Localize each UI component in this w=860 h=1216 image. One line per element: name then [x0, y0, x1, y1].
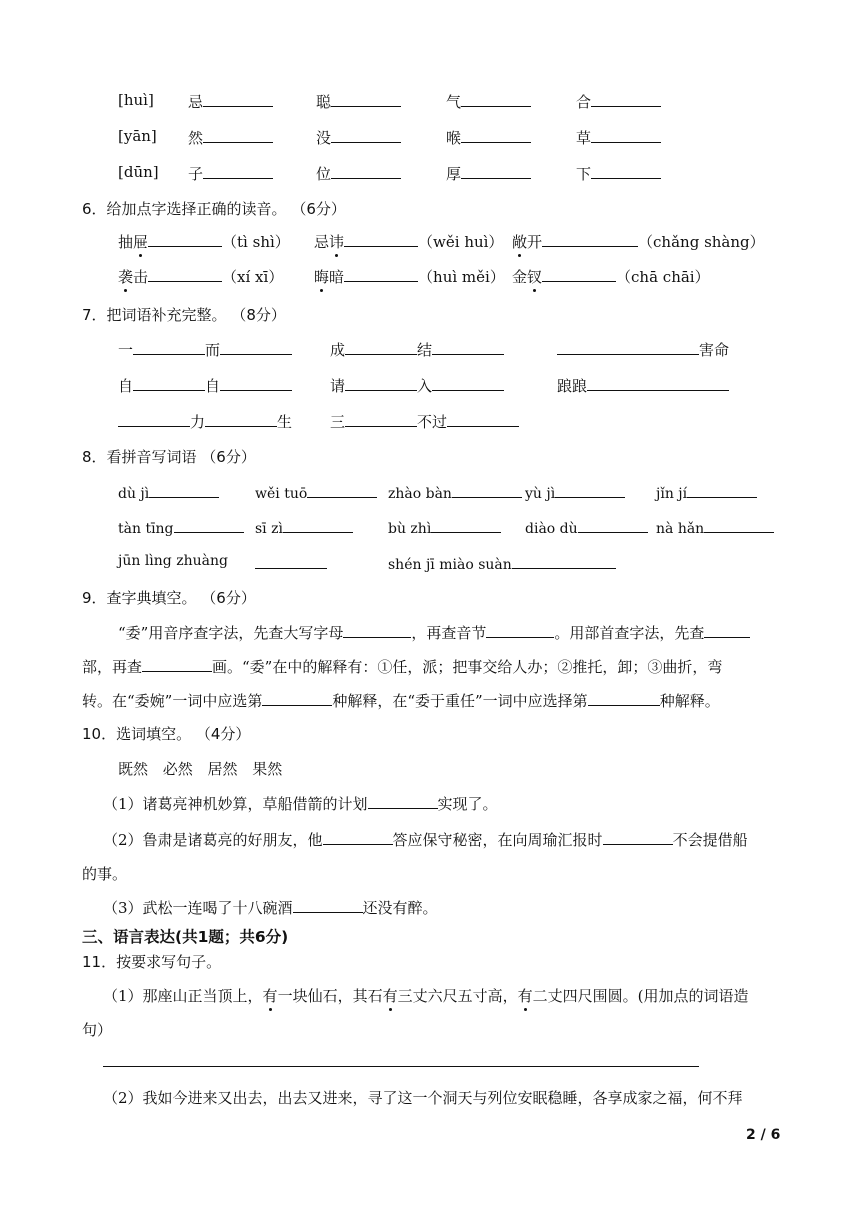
answer-blank[interactable] — [220, 375, 292, 391]
answer-blank[interactable] — [203, 91, 273, 107]
text: 还没有醉。 — [362, 899, 438, 917]
answer-blank[interactable] — [205, 411, 277, 427]
answer-blank[interactable] — [461, 127, 531, 143]
text: 答应保守秘密，在向周瑜汇报时 — [392, 831, 603, 849]
answer-blank[interactable] — [118, 411, 190, 427]
answer-blank[interactable] — [142, 656, 212, 672]
char: 草 — [576, 129, 592, 147]
char: 子 — [188, 165, 204, 183]
answer-blank[interactable] — [262, 690, 332, 706]
answer-blank[interactable] — [555, 482, 625, 498]
q9-title: 9．查字典填空。 （6分） — [82, 589, 256, 607]
text: （1）那座山正当顶上， — [103, 987, 263, 1005]
char: 喉 — [446, 129, 462, 147]
q10-sentence-1 — [103, 793, 498, 814]
char: 忌 — [188, 93, 204, 111]
answer-blank[interactable] — [542, 266, 616, 282]
answer-blank[interactable] — [345, 339, 417, 355]
pinyin: dù jì — [118, 486, 150, 502]
char: 厚 — [446, 165, 462, 183]
word-part: 力 — [190, 413, 206, 431]
text: ，再查音节 — [411, 624, 487, 642]
q9-para-line-1 — [118, 622, 750, 643]
q9-para-line-3 — [82, 690, 720, 711]
text: 三丈六尺五寸高， — [397, 987, 518, 1005]
answer-blank[interactable] — [512, 553, 616, 569]
answer-blank[interactable] — [344, 231, 418, 247]
char: 位 — [316, 165, 332, 183]
answer-line[interactable] — [103, 1066, 699, 1067]
q10-sentence-3 — [103, 897, 438, 918]
word-part: 踉踉 — [557, 377, 588, 395]
pinyin-label: [huì] — [118, 91, 154, 109]
answer-blank[interactable] — [331, 127, 401, 143]
dotted-char: 有 — [262, 987, 278, 1005]
answer-blank[interactable] — [591, 163, 661, 179]
answer-blank[interactable] — [148, 266, 222, 282]
pinyin-label: [yān] — [118, 127, 157, 145]
answer-blank[interactable] — [344, 266, 418, 282]
q11-sentence-2: （2）我如今进来又出去，出去又进来，寻了这一个洞天与列位安眠稳睡，各享成家之福，何不拜 — [103, 1089, 743, 1107]
answer-blank[interactable] — [461, 91, 531, 107]
answer-blank[interactable] — [704, 517, 774, 533]
q7-title: 7．把词语补充完整。 （8分） — [82, 306, 286, 324]
dotted-char: 钗 — [527, 268, 543, 286]
answer-blank[interactable] — [255, 553, 327, 569]
answer-blank[interactable] — [220, 339, 292, 355]
answer-blank[interactable] — [704, 622, 750, 638]
text: 。用部首查字法，先查 — [554, 624, 705, 642]
word-part: 抽 — [118, 233, 134, 251]
text: 种解释。 — [659, 692, 720, 710]
pinyin: sī zì — [255, 521, 283, 537]
char: 气 — [446, 93, 462, 111]
answer-blank[interactable] — [345, 411, 417, 427]
dotted-char: 晦 — [314, 268, 330, 286]
dotted-char: 有 — [517, 987, 533, 1005]
answer-blank[interactable] — [148, 231, 222, 247]
answer-blank[interactable] — [174, 517, 244, 533]
answer-blank[interactable] — [452, 482, 522, 498]
dotted-char: 袭 — [118, 268, 134, 286]
word-part: 请 — [330, 377, 346, 395]
text: 部，再查 — [82, 658, 143, 676]
pinyin-options: （chǎng shàng） — [638, 233, 765, 251]
word-part: 一 — [118, 341, 134, 359]
pinyin: bù zhì — [388, 521, 432, 537]
pinyin: jǐn jí — [656, 486, 688, 502]
text: 种解释，在“委于重任”一词中应选择第 — [332, 692, 588, 710]
answer-blank[interactable] — [307, 482, 377, 498]
section-heading: 三、语言表达(共1题；共6分) — [82, 928, 289, 946]
word-part: 三 — [330, 413, 346, 431]
word-part: 害命 — [699, 341, 730, 359]
answer-blank[interactable] — [432, 339, 504, 355]
pinyin: shén jī miào suàn — [388, 557, 512, 573]
text: （1）诸葛亮神机妙算，草船借箭的计划 — [103, 795, 368, 813]
q11-sentence-1-cont: 句） — [82, 1021, 113, 1039]
pinyin: tàn tīng — [118, 521, 174, 537]
answer-blank[interactable] — [203, 163, 273, 179]
pinyin-options: （xí xī） — [222, 268, 284, 286]
q6-title: 6．给加点字选择正确的读音。 （6分） — [82, 200, 346, 218]
char: 下 — [576, 165, 592, 183]
answer-blank[interactable] — [368, 793, 438, 809]
dotted-char: 有 — [382, 987, 398, 1005]
answer-blank[interactable] — [687, 482, 757, 498]
answer-blank[interactable] — [486, 622, 554, 638]
q11-sentence-1 — [103, 985, 748, 1006]
answer-blank[interactable] — [542, 231, 638, 247]
word-part: 而 — [205, 341, 221, 359]
pinyin-options: （wěi huì） — [418, 233, 504, 251]
char: 聪 — [316, 93, 332, 111]
answer-blank[interactable] — [331, 91, 401, 107]
word-part: 自 — [205, 377, 221, 395]
text: （3）武松一连喝了十八碗酒 — [103, 899, 293, 917]
word-part: 金 — [512, 268, 528, 286]
q10-sentence-2-cont: 的事。 — [82, 865, 128, 883]
answer-blank[interactable] — [578, 517, 648, 533]
word-part: 忌 — [314, 233, 330, 251]
pinyin: zhào bàn — [388, 486, 452, 502]
answer-blank[interactable] — [431, 517, 501, 533]
answer-blank[interactable] — [591, 127, 661, 143]
answer-blank[interactable] — [149, 482, 219, 498]
answer-blank[interactable] — [603, 829, 673, 845]
q11-title: 11．按要求写句子。 — [82, 953, 222, 971]
answer-blank[interactable] — [133, 375, 205, 391]
pinyin-options: （chā chāi） — [616, 268, 710, 286]
answer-blank[interactable] — [587, 375, 729, 391]
text: 不会提借船 — [672, 831, 748, 849]
word-part: 结 — [417, 341, 433, 359]
answer-blank[interactable] — [331, 163, 401, 179]
answer-blank[interactable] — [133, 339, 205, 355]
word-part: 生 — [277, 413, 293, 431]
char: 合 — [576, 93, 592, 111]
text: 二丈四尺围圆。(用加点的词语造 — [532, 987, 749, 1005]
answer-blank[interactable] — [591, 91, 661, 107]
text: “委”用音序查字法，先查大写字母 — [118, 624, 344, 642]
pinyin-options: （huì měi） — [418, 268, 505, 286]
pinyin: diào dù — [525, 521, 578, 537]
text: 实现了。 — [437, 795, 498, 813]
text: 转。在“委婉”一词中应选第 — [82, 692, 263, 710]
dotted-char: 讳 — [329, 233, 345, 251]
char: 然 — [188, 129, 204, 147]
answer-blank[interactable] — [447, 411, 519, 427]
word-part: 开 — [527, 233, 543, 251]
q8-title: 8．看拼音写词语 （6分） — [82, 448, 256, 466]
answer-blank[interactable] — [343, 622, 411, 638]
answer-blank[interactable] — [345, 375, 417, 391]
q9-para-line-2 — [82, 656, 722, 677]
word-part: 自 — [118, 377, 134, 395]
text: 画。“委”在中的解释有：①任，派；把事交给人办；②推托，卸；③曲折，弯 — [212, 658, 723, 676]
text: 一块仙石，其石 — [277, 987, 383, 1005]
pinyin-label: [dūn] — [118, 163, 159, 181]
word-part: 击 — [133, 268, 149, 286]
word-part: 入 — [417, 377, 433, 395]
page-number: 2 / 6 — [746, 1127, 781, 1143]
pinyin: yù jì — [525, 486, 556, 502]
pinyin: nà hǎn — [656, 521, 705, 537]
answer-blank[interactable] — [203, 127, 273, 143]
answer-blank[interactable] — [283, 517, 353, 533]
pinyin-options: （tì shì） — [222, 233, 290, 251]
dotted-char: 敞 — [512, 233, 528, 251]
text: （2）鲁肃是诸葛亮的好朋友，他 — [103, 831, 323, 849]
word-part: 暗 — [329, 268, 345, 286]
q10-title: 10．选词填空。 （4分） — [82, 725, 251, 743]
word-part: 不过 — [417, 413, 448, 431]
char: 没 — [316, 129, 332, 147]
dotted-char: 屉 — [133, 233, 149, 251]
answer-blank[interactable] — [323, 829, 393, 845]
pinyin: wěi tuō — [255, 486, 308, 502]
word-part: 成 — [330, 341, 346, 359]
q10-word-bank: 既然 必然 居然 果然 — [118, 760, 283, 778]
answer-blank[interactable] — [432, 375, 504, 391]
answer-blank[interactable] — [293, 897, 363, 913]
answer-blank[interactable] — [588, 690, 660, 706]
answer-blank[interactable] — [557, 339, 699, 355]
answer-blank[interactable] — [461, 163, 531, 179]
q10-sentence-2 — [103, 829, 748, 850]
pinyin: jūn lìng zhuàng — [118, 553, 228, 569]
